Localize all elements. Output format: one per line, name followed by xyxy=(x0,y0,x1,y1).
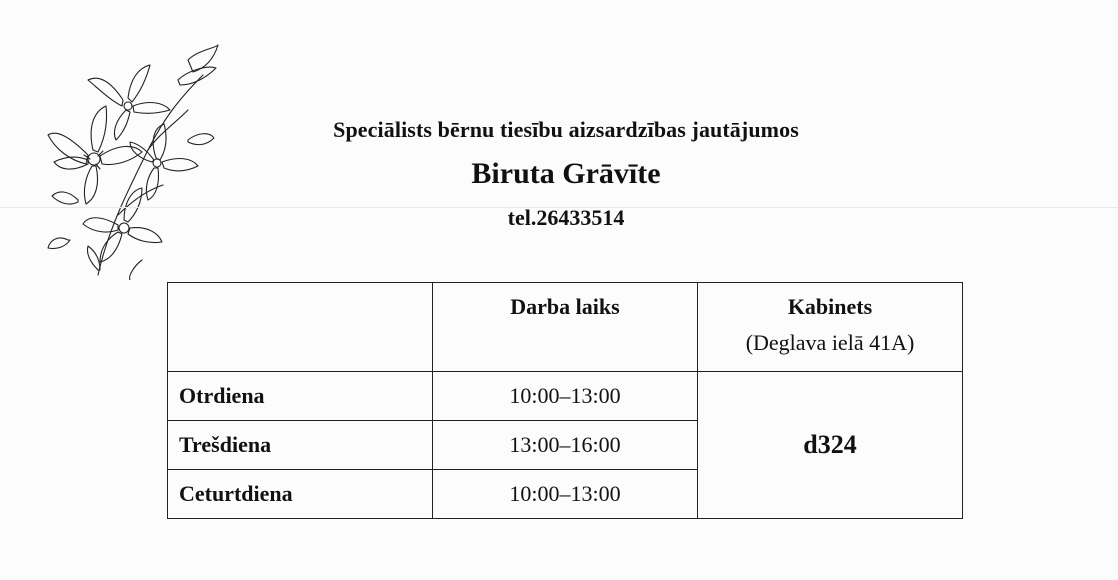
hours-cell: 10:00–13:00 xyxy=(433,372,698,421)
day-cell: Trešdiena xyxy=(168,421,433,470)
person-name: Biruta Grāvīte xyxy=(471,157,661,190)
room-cell: d324 xyxy=(698,372,963,519)
table-header-row xyxy=(168,283,963,372)
day-cell: Ceturtdiena xyxy=(168,470,433,519)
hours-cell: 10:00–13:00 xyxy=(433,470,698,519)
schedule-table xyxy=(167,282,963,519)
header-hours-label: Darba laiks xyxy=(510,294,620,319)
hours-cell: 13:00–16:00 xyxy=(433,421,698,470)
day-cell: Otrdiena xyxy=(168,372,433,421)
table-row xyxy=(168,372,963,421)
header-hours-cell xyxy=(433,283,698,372)
header-room-cell xyxy=(698,283,963,372)
header-room-label: Kabinets xyxy=(787,294,873,319)
phone-number: tel.26433514 xyxy=(507,205,625,230)
header-empty-cell xyxy=(168,283,433,372)
header-room-address: (Deglava ielā 41A) xyxy=(745,330,915,355)
specialist-title: Speciālists bērnu tiesību aizsardzības jautājumos xyxy=(333,117,799,142)
